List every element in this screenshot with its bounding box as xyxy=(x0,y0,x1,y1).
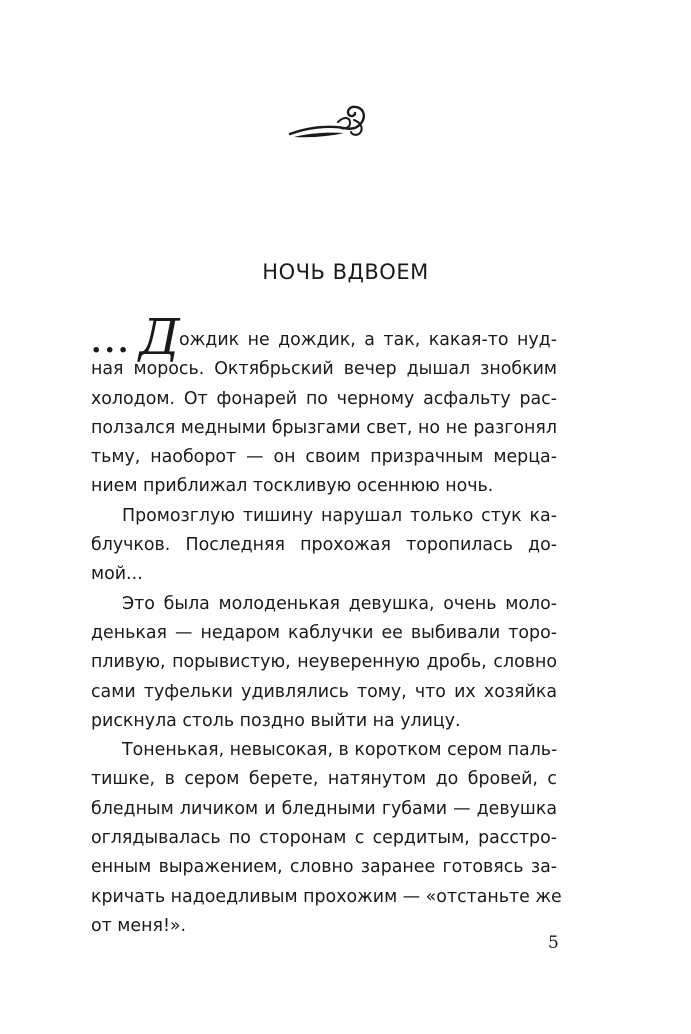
flourish-ornament-icon xyxy=(288,98,368,142)
text-line: ная морось. Октябрьский вечер дышал знобким xyxy=(91,359,557,380)
text-line: сами туфельки удивлялись тому, что их хозяйка xyxy=(91,681,557,702)
text-line: ождик не дождик, а так, какая-то нуд- xyxy=(179,330,557,350)
drop-cap-letter: Д xyxy=(139,308,180,366)
text-line-1 xyxy=(91,308,557,366)
text-line: рискнула столь поздно выйти на улицу. xyxy=(91,710,461,731)
text-line: Это была молоденькая девушка, очень моло- xyxy=(122,593,557,614)
text-line: денькая — недаром каблучки ее выбивали торо- xyxy=(91,622,557,643)
text-line: от меня!». xyxy=(91,915,187,936)
text-line: пливую, порывистую, неуверенную дробь, словно xyxy=(91,652,557,673)
ellipsis-dots: ... xyxy=(91,325,132,360)
text-line: Тоненькая, невысокая, в коротком сером паль- xyxy=(122,740,558,761)
text-line: ползался медными брызгами свет, но не разгонял xyxy=(91,417,557,438)
text-line: тишке, в сером берете, натянутом до бровей, с xyxy=(91,769,557,790)
text-line: мой... xyxy=(91,564,143,585)
text-line: нием приближал тоскливую осеннюю ночь. xyxy=(91,476,494,497)
body-text xyxy=(91,308,562,941)
text-line: бледным личиком и бледными губами — девушка xyxy=(91,798,557,819)
text-line: оглядывалась по сторонам с сердитым, расстро- xyxy=(91,828,557,849)
text-line: тьму, наоборот — он своим призрачным мерца- xyxy=(91,447,557,468)
text-line: блучков. Последняя прохожая торопилась до- xyxy=(91,535,557,556)
page-number: 5 xyxy=(548,933,559,953)
text-line: холодом. От фонарей по черному асфальту рас- xyxy=(91,388,557,409)
chapter-title: НОЧЬ ВДВОЕМ xyxy=(262,260,429,284)
text-line: енным выражением, словно заранее готовясь за- xyxy=(91,857,557,878)
text-line: Промозглую тишину нарушал только стук ка- xyxy=(122,505,557,526)
text-line: кричать надоедливым прохожим — «отстаньте же xyxy=(91,886,562,907)
